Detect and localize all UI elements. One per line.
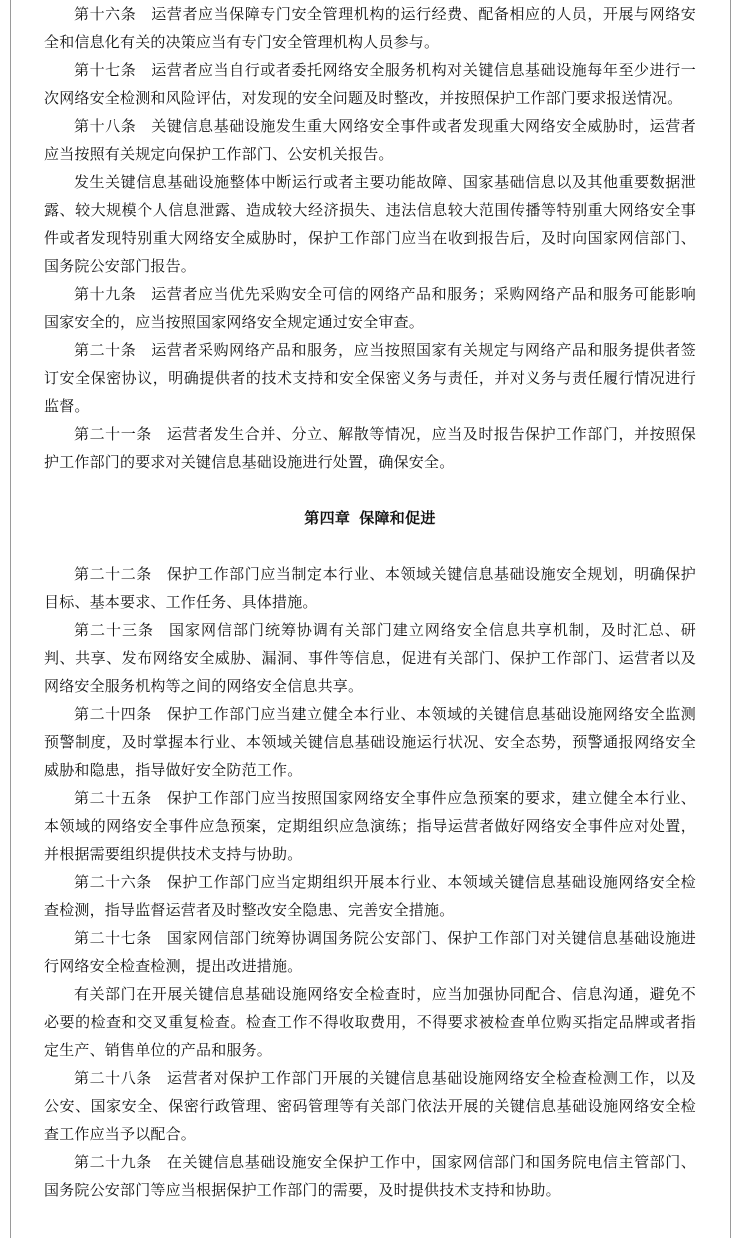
- article-text: 有关部门在开展关键信息基础设施网络安全检查时，应当加强协同配合、信息沟通，避免不必要的检查和交叉重复检查。检查工作不得收取费用，不得要求被检查单位购买指定品牌或者指定生产、销售单位的产品和服务。: [44, 985, 696, 1059]
- article-27-paragraph-2: [44, 980, 696, 1064]
- chapter-title-text: 保障和促进: [359, 509, 436, 527]
- article-22: [44, 560, 696, 616]
- article-text: 发生关键信息基础设施整体中断运行或者主要功能故障、国家基础信息以及其他重要数据泄露、较大规模个人信息泄露、造成较大经济损失、违法信息较大范围传播等特别重大网络安全事件或者发现特别重大网络安全威胁时，保护工作部门应当在收到报告后，及时向国家网信部门、国务院公安部门报告。: [44, 173, 696, 275]
- document-body: [44, 0, 696, 1204]
- article-number: 第十六条: [74, 5, 137, 23]
- article-number: 第二十八条: [74, 1069, 152, 1087]
- article-text: 保护工作部门应当按照国家网络安全事件应急预案的要求，建立健全本行业、本领域的网络安全事件应急预案，定期组织应急演练；指导运营者做好网络安全事件应对处置，并根据需要组织提供技术支持与协助。: [44, 789, 696, 863]
- article-16: [44, 0, 696, 56]
- articles-section-3: [44, 0, 696, 476]
- article-27: [44, 924, 696, 980]
- article-text: 运营者应当优先采购安全可信的网络产品和服务；采购网络产品和服务可能影响国家安全的，应当按照国家网络安全规定通过安全审查。: [44, 285, 696, 331]
- article-text: 运营者对保护工作部门开展的关键信息基础设施网络安全检查检测工作，以及公安、国家安全、保密行政管理、密码管理等有关部门依法开展的关键信息基础设施网络安全检查工作应当予以配合。: [44, 1069, 696, 1143]
- article-text: 运营者发生合并、分立、解散等情况，应当及时报告保护工作部门，并按照保护工作部门的要求对关键信息基础设施进行处置，确保安全。: [44, 425, 696, 471]
- article-18-paragraph-2: [44, 168, 696, 280]
- article-number: 第二十九条: [74, 1153, 152, 1171]
- article-text: 运营者应当保障专门安全管理机构的运行经费、配备相应的人员，开展与网络安全和信息化有关的决策应当有专门安全管理机构人员参与。: [44, 5, 696, 51]
- article-number: 第二十条: [74, 341, 137, 359]
- article-25: [44, 784, 696, 868]
- article-text: 国家网信部门统筹协调国务院公安部门、保护工作部门对关键信息基础设施进行网络安全检查检测，提出改进措施。: [44, 929, 696, 975]
- article-number: 第二十一条: [74, 425, 152, 443]
- articles-section-4: [44, 560, 696, 1204]
- article-19: [44, 280, 696, 336]
- article-number: 第十九条: [74, 285, 137, 303]
- article-20: [44, 336, 696, 420]
- article-17: [44, 56, 696, 112]
- article-number: 第十八条: [74, 117, 137, 135]
- article-18: [44, 112, 696, 168]
- article-28: [44, 1064, 696, 1148]
- article-number: 第二十二条: [74, 565, 152, 583]
- article-text: 国家网信部门统筹协调有关部门建立网络安全信息共享机制，及时汇总、研判、共享、发布网络安全威胁、漏洞、事件等信息，促进有关部门、保护工作部门、运营者以及网络安全服务机构等之间的网络安全信息共享。: [44, 621, 696, 695]
- article-number: 第十七条: [74, 61, 137, 79]
- article-21: [44, 420, 696, 476]
- article-number: 第二十三条: [74, 621, 154, 639]
- chapter-heading: [44, 476, 696, 560]
- article-26: [44, 868, 696, 924]
- article-number: 第二十七条: [74, 929, 152, 947]
- article-text: 在关键信息基础设施安全保护工作中，国家网信部门和国务院电信主管部门、国务院公安部门等应当根据保护工作部门的需要，及时提供技术支持和协助。: [44, 1153, 696, 1199]
- article-text: 保护工作部门应当建立健全本行业、本领域的关键信息基础设施网络安全监测预警制度，及时掌握本行业、本领域关键信息基础设施运行状况、安全态势，预警通报网络安全威胁和隐患，指导做好安全防范工作。: [44, 705, 696, 779]
- article-text: 关键信息基础设施发生重大网络安全事件或者发现重大网络安全威胁时，运营者应当按照有关规定向保护工作部门、公安机关报告。: [44, 117, 696, 163]
- article-number: 第二十五条: [74, 789, 152, 807]
- article-number: 第二十六条: [74, 873, 152, 891]
- article-number: 第二十四条: [74, 705, 152, 723]
- article-29: [44, 1148, 696, 1204]
- chapter-number: 第四章: [304, 509, 351, 527]
- article-text: 保护工作部门应当定期组织开展本行业、本领域关键信息基础设施网络安全检查检测，指导监督运营者及时整改安全隐患、完善安全措施。: [44, 873, 696, 919]
- article-24: [44, 700, 696, 784]
- article-text: 保护工作部门应当制定本行业、本领域关键信息基础设施安全规划，明确保护目标、基本要求、工作任务、具体措施。: [44, 565, 696, 611]
- article-text: 运营者应当自行或者委托网络安全服务机构对关键信息基础设施每年至少进行一次网络安全检测和风险评估，对发现的安全问题及时整改，并按照保护工作部门要求报送情况。: [44, 61, 696, 107]
- article-text: 运营者采购网络产品和服务，应当按照国家有关规定与网络产品和服务提供者签订安全保密协议，明确提供者的技术支持和安全保密义务与责任，并对义务与责任履行情况进行监督。: [44, 341, 696, 415]
- article-23: [44, 616, 696, 700]
